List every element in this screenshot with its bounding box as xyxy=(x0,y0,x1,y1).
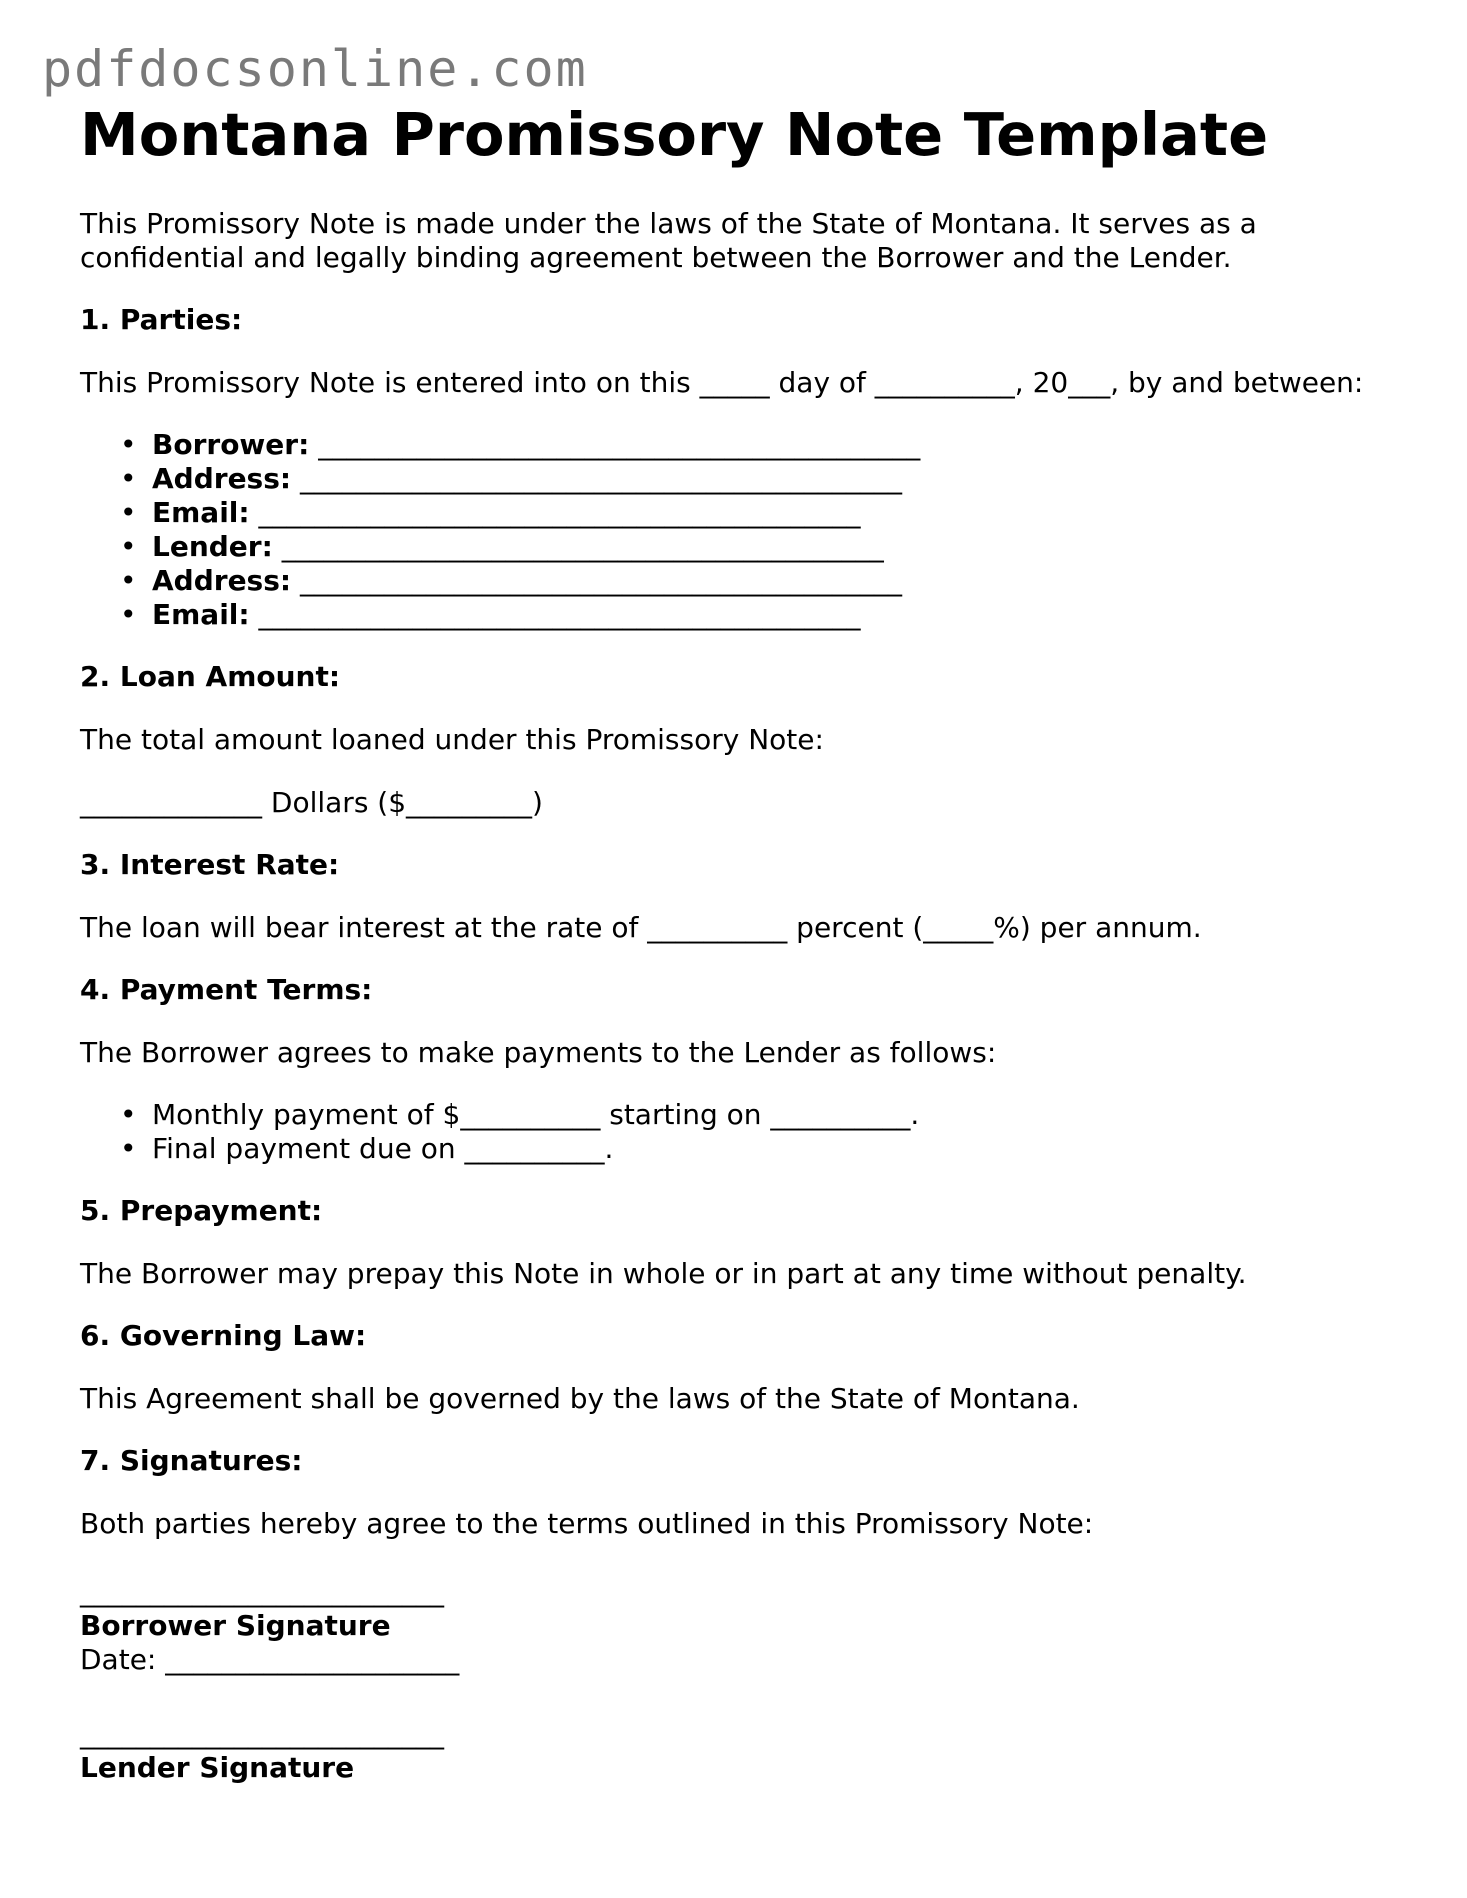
bullet-icon: • xyxy=(120,1131,137,1165)
party-label: Address: xyxy=(152,461,292,495)
parties-text: This Promissory Note is entered into on this _____ day of __________, 20___, by and between: xyxy=(80,365,1364,399)
section-heading-payment-terms: 4. Payment Terms: xyxy=(80,972,373,1006)
date-blank: _____________________ xyxy=(165,1642,460,1676)
lender-signature-line: __________________________ xyxy=(80,1716,444,1750)
party-blank: ___________________________________________ xyxy=(318,427,921,461)
section-heading-interest-rate: 3. Interest Rate: xyxy=(80,847,340,881)
payment-terms-text: The Borrower agrees to make payments to the Lender as follows: xyxy=(80,1035,997,1069)
intro-paragraph: This Promissory Note is made under the laws of the State of Montana. It serves as a confidential and legally binding agreement between the Borrower and the Lender. xyxy=(80,206,1257,274)
date-label: Date: xyxy=(80,1642,157,1676)
party-label: Borrower: xyxy=(152,427,310,461)
bullet-icon: • xyxy=(120,597,137,631)
party-label: Lender: xyxy=(152,529,273,563)
page-title: Montana Promissory Note Template xyxy=(80,100,1269,169)
interest-rate-text: The loan will bear interest at the rate of __________ percent (_____%) per annum. xyxy=(80,910,1202,944)
list-item xyxy=(120,598,1420,632)
list-item xyxy=(120,564,1420,598)
party-blank: ___________________________________________ xyxy=(281,529,884,563)
loan-amount-line: _____________ Dollars ($_________) xyxy=(80,785,543,819)
list-item xyxy=(120,428,1420,462)
list-item xyxy=(120,530,1420,564)
parties-list xyxy=(80,428,1420,632)
section-heading-governing-law: 6. Governing Law: xyxy=(80,1318,367,1352)
section-heading-prepayment: 5. Prepayment: xyxy=(80,1193,323,1227)
bullet-icon: • xyxy=(120,529,137,563)
lender-signature-label: Lender Signature xyxy=(80,1750,355,1784)
prepayment-text: The Borrower may prepay this Note in whole or in part at any time without penalty. xyxy=(80,1256,1247,1290)
governing-law-text: This Agreement shall be governed by the laws of the State of Montana. xyxy=(80,1381,1080,1415)
watermark: pdfdocsonline.com xyxy=(42,40,588,98)
borrower-date-line xyxy=(80,1643,1420,1677)
party-blank: ___________________________________________ xyxy=(300,461,902,495)
document xyxy=(80,100,1420,1785)
bullet-icon: • xyxy=(120,1097,137,1131)
list-item xyxy=(120,1132,1420,1166)
payment-term-text: Final payment due on __________. xyxy=(152,1131,614,1165)
party-blank: ___________________________________________ xyxy=(258,495,861,529)
party-blank: ___________________________________________ xyxy=(300,563,902,597)
section-heading-signatures: 7. Signatures: xyxy=(80,1443,303,1477)
borrower-signature-label: Borrower Signature xyxy=(80,1608,391,1642)
bullet-icon: • xyxy=(120,495,137,529)
section-heading-loan-amount: 2. Loan Amount: xyxy=(80,659,341,693)
payment-term-text: Monthly payment of $__________ starting on __________. xyxy=(152,1097,920,1131)
bullet-icon: • xyxy=(120,427,137,461)
party-label: Email: xyxy=(152,495,250,529)
payment-terms-list xyxy=(80,1098,1420,1166)
party-label: Email: xyxy=(152,597,250,631)
borrower-signature-line: __________________________ xyxy=(80,1574,444,1608)
list-item xyxy=(120,462,1420,496)
borrower-signature-block xyxy=(80,1575,1420,1677)
bullet-icon: • xyxy=(120,563,137,597)
bullet-icon: • xyxy=(120,461,137,495)
lender-signature-block xyxy=(80,1717,1420,1785)
signatures-text: Both parties hereby agree to the terms outlined in this Promissory Note: xyxy=(80,1506,1094,1540)
list-item xyxy=(120,496,1420,530)
party-blank: ___________________________________________ xyxy=(258,597,861,631)
party-label: Address: xyxy=(152,563,292,597)
list-item xyxy=(120,1098,1420,1132)
section-heading-parties: 1. Parties: xyxy=(80,302,243,336)
loan-amount-text: The total amount loaned under this Promissory Note: xyxy=(80,722,824,756)
